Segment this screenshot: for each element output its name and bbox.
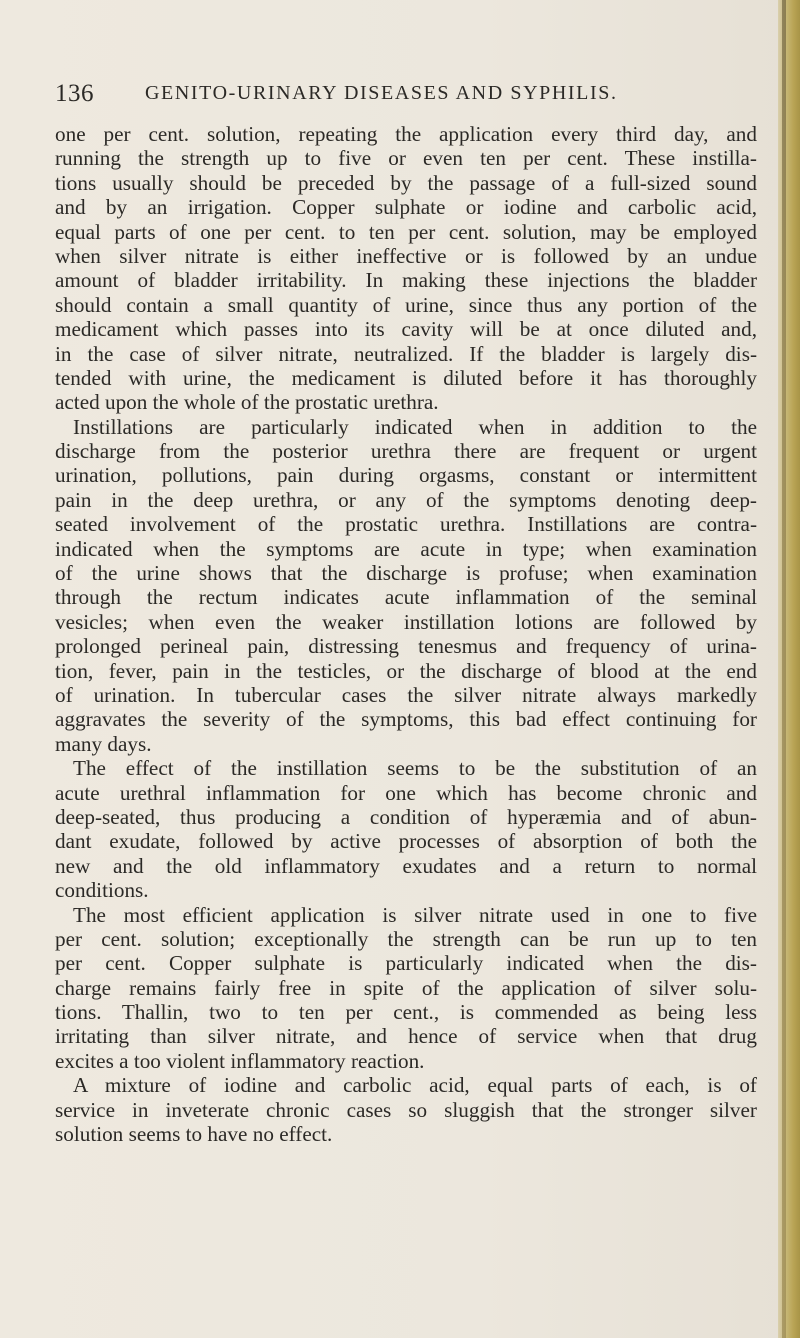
text-line: through the rectum indicates acute inflammation of the seminal xyxy=(55,585,757,610)
text-line: and by an irrigation. Copper sulphate or iodine and carbolic acid, xyxy=(55,195,757,220)
text-line: dant exudate, followed by active processes of absorption of both the xyxy=(55,829,757,854)
paragraph-start: A mixture of iodine and carbolic acid, equal parts of each, is of xyxy=(73,1073,757,1098)
text-line: excites a too violent inflammatory reaction. xyxy=(55,1048,425,1073)
text-line: charge remains fairly free in spite of the application of silver solu- xyxy=(55,975,757,1000)
paragraph-start: The effect of the instillation seems to be the substitution of an xyxy=(73,756,757,781)
text-line: urination, pollutions, pain during orgasms, constant or intermittent xyxy=(55,463,757,488)
text-line: should contain a small quantity of urine, since thus any portion of the xyxy=(55,292,757,317)
text-line: solution seems to have no effect. xyxy=(55,1122,333,1147)
text-line: service in inveterate chronic cases so sluggish that the stronger silver xyxy=(55,1097,757,1122)
text-line: medicament which passes into its cavity will be at once diluted and, xyxy=(55,317,757,342)
text-line: running the strength up to five or even ten per cent. These instilla- xyxy=(55,146,757,171)
text-line: tions usually should be preceded by the passage of a full-sized sound xyxy=(55,170,757,195)
text-line: pain in the deep urethra, or any of the symptoms denoting deep- xyxy=(55,487,757,512)
paragraph-start: The most efficient application is silver nitrate used in one to five xyxy=(73,902,757,927)
text-line: discharge from the posterior urethra there are frequent or urgent xyxy=(55,439,757,464)
text-line: one per cent. solution, repeating the application every third day, and xyxy=(55,122,757,146)
text-line: acted upon the whole of the prostatic urethra. xyxy=(55,390,439,415)
text-line: aggravates the severity of the symptoms, this bad effect continuing for xyxy=(55,707,757,732)
text-line: tions. Thallin, two to ten per cent., is commended as being less xyxy=(55,1000,757,1025)
text-line: new and the old inflammatory exudates and a return to normal xyxy=(55,853,757,878)
text-line: vesicles; when even the weaker instillation lotions are followed by xyxy=(55,609,757,634)
text-line: acute urethral inflammation for one which has become chronic and xyxy=(55,780,757,805)
page-edge-shadow xyxy=(782,0,786,1338)
page-number: 136 xyxy=(55,80,94,107)
text-line: in the case of silver nitrate, neutralized. If the bladder is largely dis- xyxy=(55,341,757,366)
text-line: amount of bladder irritability. In making these injections the bladder xyxy=(55,268,757,293)
running-title: GENITO-URINARY DISEASES AND SYPHILIS. xyxy=(145,82,618,104)
paragraph-start: Instillations are particularly indicated when in addition to the xyxy=(73,414,757,439)
text-line: many days. xyxy=(55,731,152,756)
text-line: seated involvement of the prostatic urethra. Instillations are contra- xyxy=(55,512,757,537)
text-line: deep-seated, thus producing a condition of hyperæmia and of abun- xyxy=(55,804,757,829)
text-line: per cent. Copper sulphate is particularly indicated when the dis- xyxy=(55,951,757,976)
text-line: tion, fever, pain in the testicles, or the discharge of blood at the end xyxy=(55,658,757,683)
text-line: prolonged perineal pain, distressing tenesmus and frequency of urina- xyxy=(55,634,757,659)
text-line: when silver nitrate is either ineffective or is followed by an undue xyxy=(55,243,757,268)
text-line: tended with urine, the medicament is diluted before it has thoroughly xyxy=(55,365,757,390)
text-line: per cent. solution; exceptionally the strength can be run up to ten xyxy=(55,926,757,951)
body-text xyxy=(55,122,757,1146)
text-line: of urination. In tubercular cases the silver nitrate always markedly xyxy=(55,682,757,707)
page-header xyxy=(55,80,755,110)
text-line: equal parts of one per cent. to ten per cent. solution, may be employed xyxy=(55,219,757,244)
text-line: irritating than silver nitrate, and hence of service when that drug xyxy=(55,1024,757,1049)
text-line: indicated when the symptoms are acute in type; when examination xyxy=(55,536,757,561)
text-line: of the urine shows that the discharge is profuse; when examination xyxy=(55,561,757,586)
text-line: conditions. xyxy=(55,878,149,903)
